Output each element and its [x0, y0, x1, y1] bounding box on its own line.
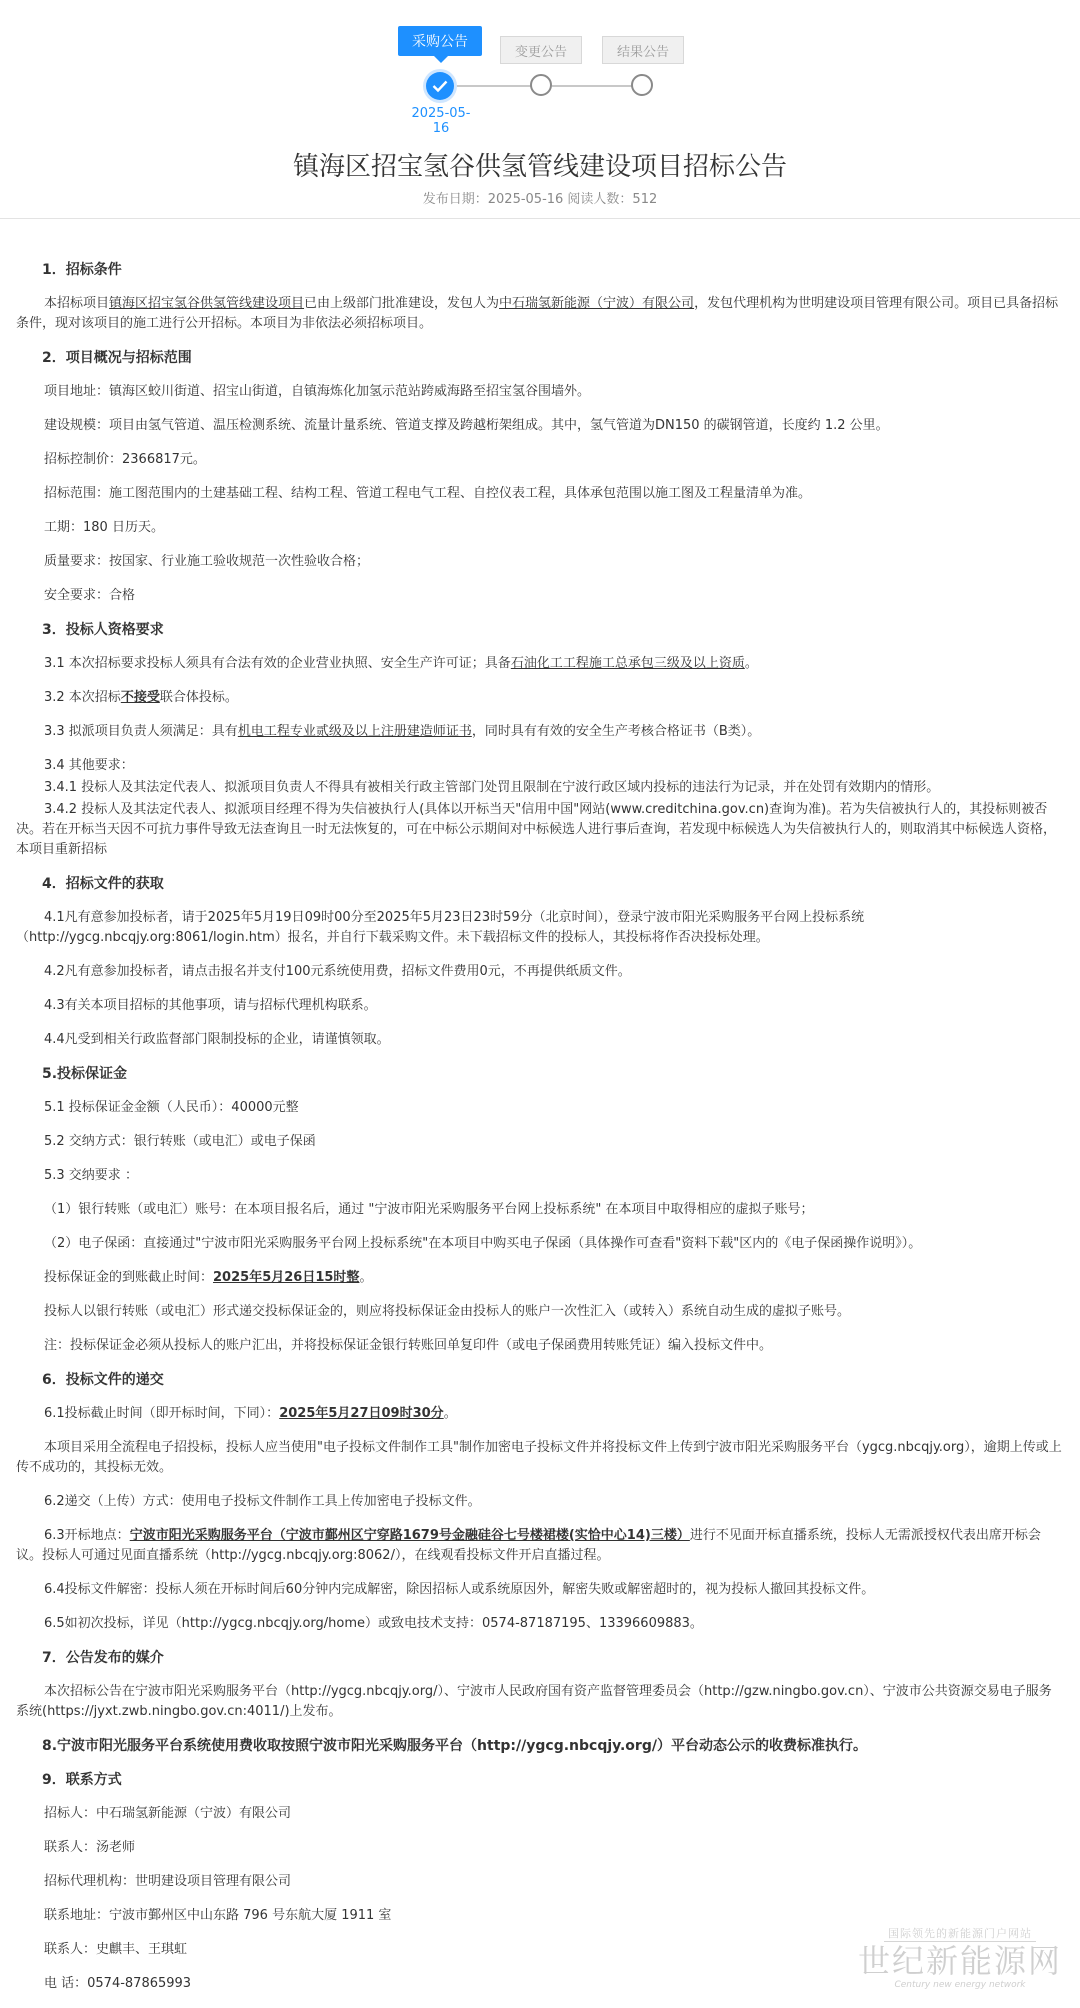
paragraph: 工期：180 日历天。 — [44, 520, 164, 535]
paragraph: （2）电子保函：直接通过"宁波市阳光采购服务平台网上投标系统"在本项目中购买电子保函（具体操作可查看"资料下载"区内的《电子保函操作说明》）。 — [44, 1236, 922, 1251]
section-heading: 8.宁波市阳光服务平台系统使用费收取按照宁波市阳光采购服务平台（http://ygcg.nbcqjy.org/）平台动态公示的收费标准执行。 — [42, 1738, 867, 1754]
paragraph: 投标保证金的到账截止时间：2025年5月26日15时整。 — [44, 1270, 373, 1285]
section-heading: 6．投标文件的递交 — [42, 1372, 164, 1388]
tab-change-notice[interactable]: 变更公告 — [500, 36, 582, 64]
paragraph: 5.3 交纳要求 ： — [44, 1168, 138, 1183]
section-heading: 4．招标文件的获取 — [42, 876, 164, 892]
contact-line: 电 话：0574-87865993 — [44, 1976, 192, 1991]
tab-procurement-notice[interactable]: 采购公告 — [398, 26, 482, 56]
article-body — [16, 260, 1064, 2008]
section-heading: 1．招标条件 — [42, 262, 122, 278]
paragraph: （1）银行转账（或电汇）账号：在本项目报名后，通过 "宁波市阳光采购服务平台网上投标系统" 在本项目中取得相应的虚拟子账号； — [44, 1202, 814, 1217]
paragraph: 建设规模：项目由氢气管道、温压检测系统、流量计量系统、管道支撑及跨越桁架组成。其中，氢气管道为DN150 的碳钢管道，长度约 1.2 公里。 — [44, 418, 889, 433]
paragraph: 本项目采用全流程电子招投标，投标人应当使用"电子投标文件制作工具"制作加密电子投标文件并将投标文件上传到宁波市阳光采购服务平台（ygcg.nbcqjy.org），逾期上传或上传不成功的，其投标无效。 — [16, 1440, 1062, 1475]
section-heading: 3．投标人资格要求 — [42, 622, 164, 638]
paragraph: 3.2 本次招标不接受联合体投标。 — [44, 690, 238, 705]
paragraph: 3.1 本次招标要求投标人须具有合法有效的企业营业执照、安全生产许可证；具备石油化工工程施工总承包三级及以上资质。 — [44, 656, 758, 671]
contact-line: 联系地址：宁波市鄞州区中山东路 796 号东航大厦 1911 室 — [44, 1908, 392, 1923]
paragraph: 5.2 交纳方式：银行转账（或电汇）或电子保函 — [44, 1134, 316, 1149]
paragraph: 3.4.1 投标人及其法定代表人、拟派项目负责人不得具有被相关行政主管部门处罚且限制在宁波行政区域内投标的违法行为记录，并在处罚有效期内的情形。 — [44, 780, 940, 795]
paragraph: 3.4 其他要求： — [44, 758, 134, 773]
paragraph: 招标范围：施工图范围内的土建基础工程、结构工程、管道工程电气工程、自控仪表工程，具体承包范围以施工图及工程量清单为准。 — [44, 486, 812, 501]
watermark-name: 世纪新能源网 — [857, 1942, 1062, 1980]
publish-meta: 发布日期：2025-05-16 阅读人数：512 — [422, 192, 658, 207]
paragraph: 4.2凡有意参加投标者，请点击报名并支付100元系统使用费，招标文件费用0元，不再提供纸质文件。 — [44, 964, 631, 979]
paragraph: 4.4凡受到相关行政监督部门限制投标的企业，请谨慎领取。 — [44, 1032, 390, 1047]
paragraph: 6.4投标文件解密：投标人须在开标时间后60分钟内完成解密，除因招标人或系统原因外，解密失败或解密超时的，视为投标人撤回其投标文件。 — [44, 1582, 875, 1597]
paragraph: 3.4.2 投标人及其法定代表人、拟派项目经理不得为失信被执行人(具体以开标当天"信用中国"网站(www.creditchina.gov.cn)查询为准)。若为失信被执行人的，其投标则被否决。若在开标当天因不可抗力事件导致无法查询且一时无法恢复的，可在中标公示期间对中标候选人进行事后查询，若发现中标候选人为失信被执行人的，则取消其中标候选人资格，本项目重新招标 — [16, 802, 1057, 857]
step-date: 2025-05-16 — [411, 106, 471, 136]
section-heading: 2．项目概况与招标范围 — [42, 350, 192, 366]
project-name-link[interactable]: 镇海区招宝氢谷供氢管线建设项目 — [109, 296, 305, 311]
announcement-header — [0, 0, 1080, 219]
paragraph: 注：投标保证金必须从投标人的账户汇出，并将投标保证金银行转账回单复印件（或电子保函费用转账凭证）编入投标文件中。 — [44, 1338, 773, 1353]
contact-line: 联系人：汤老师 — [44, 1840, 136, 1855]
contact-line: 招标代理机构：世明建设项目管理有限公司 — [44, 1874, 292, 1889]
contact-line: 招标人：中石瑞氢新能源（宁波）有限公司 — [44, 1806, 292, 1821]
paragraph: 招标控制价：2366817元。 — [44, 452, 206, 467]
paragraph: 6.5如初次投标，详见（http://ygcg.nbcqjy.org/home）或致电技术支持：0574-87187195、13396609883。 — [44, 1616, 703, 1631]
paragraph: 本次招标公告在宁波市阳光采购服务平台（http://ygcg.nbcqjy.org/）、宁波市人民政府国有资产监督管理委员会（http://gzw.ningbo.gov.cn）、宁波市公共资源交易电子服务系统(https://jyxt.zwb.ningbo.gov.cn:4011/)上发布。 — [16, 1684, 1052, 1719]
step-done-check-icon — [426, 72, 454, 100]
paragraph: 4.1凡有意参加投标者，请于2025年5月19日09时00分至2025年5月23日23时59分（北京时间），登录宁波市阳光采购服务平台网上投标系统（http://ygcg.nbcqjy.org:8061/login.htm）报名，并自行下载采购文件。未下载招标文件的投标人，其投标将作否决投标处理。 — [16, 910, 865, 945]
section-heading: 9．联系方式 — [42, 1772, 122, 1788]
paragraph: 5.1 投标保证金金额（人民币）：40000元整 — [44, 1100, 299, 1115]
contact-line: 联系人：史麒丰、王琪虹 — [44, 1942, 188, 1957]
paragraph: 安全要求：合格 — [44, 588, 136, 603]
paragraph: 6.3开标地点：宁波市阳光采购服务平台（宁波市鄞州区宁穿路1679号金融硅谷七号楼裙楼(实恰中心14)三楼）进行不见面开标直播系统，投标人无需派授权代表出席开标会议。投标人可通过见面直播系统（http://ygcg.nbcqjy.org:8062/），在线观看投标文件开启直播过程。 — [16, 1528, 1041, 1563]
step-connector — [454, 85, 542, 87]
paragraph: 本招标项目镇海区招宝氢谷供氢管线建设项目已由上级部门批准建设，发包人为中石瑞氢新能源（宁波）有限公司，发包代理机构为世明建设项目管理有限公司。项目已具备招标条件，现对该项目的施工进行公开招标。本项目为非依法必须招标项目。 — [16, 296, 1059, 331]
paragraph: 项目地址：镇海区蛟川街道、招宝山街道，自镇海炼化加氢示范站跨威海路至招宝氢谷围墙外。 — [44, 384, 591, 399]
section-heading: 5.投标保证金 — [42, 1066, 128, 1082]
step-pending-circle-icon — [530, 74, 552, 96]
watermark-logo — [850, 1922, 1070, 1990]
step-connector — [552, 85, 642, 87]
paragraph: 4.3有关本项目招标的其他事项，请与招标代理机构联系。 — [44, 998, 377, 1013]
paragraph: 3.3 拟派项目负责人须满足：具有机电工程专业贰级及以上注册建造师证书，同时具有有效的安全生产考核合格证书（B类）。 — [44, 724, 761, 739]
watermark-english: Century new energy network — [894, 1980, 1026, 1990]
paragraph: 质量要求：按国家、行业施工验收规范一次性验收合格； — [44, 554, 370, 569]
paragraph: 6.1投标截止时间（即开标时间，下同）：2025年5月27日09时30分。 — [44, 1406, 457, 1421]
tab-result-notice[interactable]: 结果公告 — [602, 36, 684, 64]
step-pending-circle-icon — [631, 74, 653, 96]
watermark-tagline: 国际领先的新能源门户网站 — [884, 1925, 1036, 1942]
page-title: 镇海区招宝氢谷供氢管线建设项目招标公告 — [292, 152, 787, 182]
employer-link[interactable]: 中石瑞氢新能源（宁波）有限公司 — [499, 296, 695, 311]
section-heading: 7．公告发布的媒介 — [42, 1650, 164, 1666]
paragraph: 投标人以银行转账（或电汇）形式递交投标保证金的，则应将投标保证金由投标人的账户一次性汇入（或转入）系统自动生成的虚拟子账号。 — [44, 1304, 851, 1319]
paragraph: 6.2递交（上传）方式：使用电子投标文件制作工具上传加密电子投标文件。 — [44, 1494, 481, 1509]
